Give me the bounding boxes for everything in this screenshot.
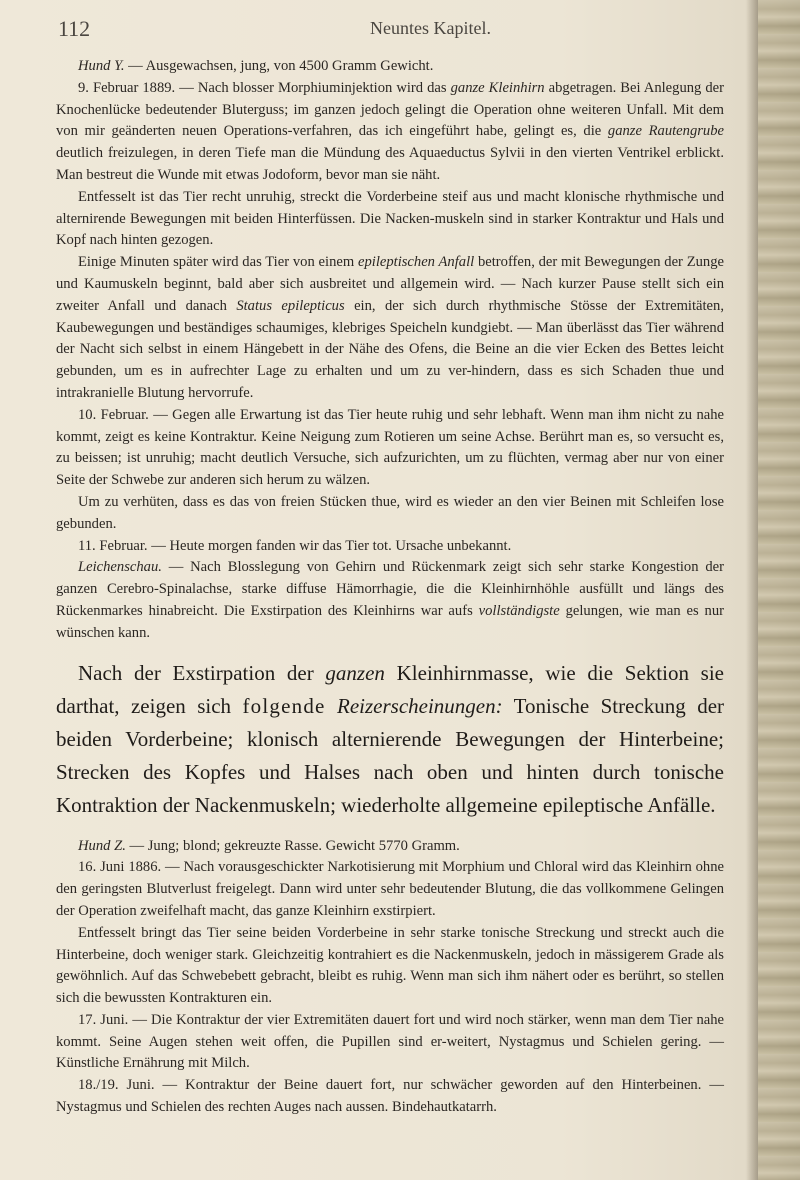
page-binding-shadow bbox=[746, 0, 758, 1180]
text: Tonische Streckung der beiden Vorderbeine; klonisch alternierende Bewegungen der Hinterbeine; Strecken des Kopfes und Halses nach oben und hinten durch tonische Kontraktion der Nackenmuskeln; wiederholte allgemeine epileptische Anfälle. bbox=[56, 693, 725, 817]
text: Nach der Exstirpation der bbox=[78, 660, 326, 685]
emphasis: Leichenschau. bbox=[78, 559, 162, 576]
case-y-paragraph-4: 10. Februar. — Gegen alle Erwartung ist das Tier heute ruhig und sehr lebhaft. Wenn man ihm nicht zu nahe kommt, zeigt es keine Kontraktur. Keine Neigung zum Rotieren um seine Achse. Berührt man es, so versucht es, zu beissen; ist unruhig; macht deutlich Versuche, sich aufzurichten, um zu flüchten, vermag aber nur von einer Seite der Schwebe zur anderen sich herum zu wälzen. bbox=[56, 406, 724, 489]
text: Kleinhirnmasse, wie die Sektion sie darthat, zeigen sich bbox=[56, 660, 724, 718]
case-z-heading-text: — Jung; blond; gekreuzte Rasse. Gewicht 5770 Gramm. bbox=[125, 837, 460, 854]
emphasis: ganzen bbox=[325, 660, 385, 685]
case-z-heading bbox=[56, 836, 724, 858]
emphasis: ganze Kleinhirn bbox=[450, 79, 545, 96]
case-z-paragraph-2: Entfesselt bringt das Tier seine beiden Vorderbeine in sehr starke tonische Streckung und streckt auch die Hinterbeine, doch weniger stark. Gleichzeitig kontrahiert es die Nackenmuskeln, jedoch in mässigerem Grade als gewöhnlich. Auf das Schwebebett gebracht, bleibt es ruhig. Wenn man sich ihm nähert oder es berührt, so stellen sich die bewussten Kontrakturen ein. bbox=[56, 924, 724, 1007]
case-y-paragraph-2: Entfesselt ist das Tier recht unruhig, streckt die Vorderbeine steif aus und macht klonische rhythmische und alternirende Bewegungen mit beiden Hinterfüssen. Die Nacken-muskeln sind in starker Kontraktur und Hals und Kopf nach hinten gezogen. bbox=[56, 188, 724, 249]
text: Einige Minuten später wird das Tier von einem bbox=[78, 254, 358, 271]
case-y-heading-text: — Ausgewachsen, jung, von 4500 Gramm Gewicht. bbox=[124, 58, 434, 74]
case-y-paragraph-1 bbox=[56, 78, 724, 187]
summary-paragraph bbox=[56, 657, 724, 822]
case-z-paragraph-1: 16. Juni 1886. — Nach vorausgeschickter Narkotisierung mit Morphium und Chloral wird das Kleinhirn ohne den geringsten Blutverlust freigelegt. Dann wird unter sehr bedeutender Blutung, die das vollkommene Gelingen der Operation zweifelhaft macht, das ganze Kleinhirn exstirpiert. bbox=[56, 859, 724, 919]
case-y-paragraph-3 bbox=[56, 252, 724, 405]
case-y-paragraph-7 bbox=[56, 557, 724, 644]
text bbox=[326, 694, 337, 718]
case-y-heading bbox=[56, 56, 724, 78]
text: abgetragen. Bei Anlegung der Knochenlücke bedeutender Bluterguss; im ganzen jedoch gelingt die Operation ohne weiteren Unfall. Mit dem von mir geänderten neuen Operations-verfahren, das ich eingeführt habe, gelingt es, die bbox=[56, 79, 724, 140]
emphasis: Status epilepticus bbox=[236, 297, 345, 314]
text: — Nach Blosslegung von Gehirn und Rückenmark zeigt sich sehr starke Kongestion der ganzen Cerebro-Spinalachse, starke diffuse Hämorrhagie, die die Kleinhirnhöhle ausfüllt und längs des Rückenmarkes hinabreicht. Die Exstirpation des Kleinhirns war aufs bbox=[56, 559, 724, 619]
case-z-paragraph-3: 17. Juni. — Die Kontraktur der vier Extremitäten dauert fort und wird noch stärker, wenn man dem Tier nahe kommt. Seine Augen stehen weit offen, die Pupillen sind er-weitert, Nystagmus und Schielen gering. — Künstliche Ernährung mit Milch. bbox=[56, 1011, 724, 1072]
case-y-label: Hund Y. bbox=[78, 58, 125, 74]
case-y-paragraph-6: 11. Februar. — Heute morgen fanden wir das Tier tot. Ursache unbekannt. bbox=[78, 537, 512, 554]
running-head: Neuntes Kapitel. bbox=[370, 18, 491, 38]
case-z-paragraph-4: 18./19. Juni. — Kontraktur der Beine dauert fort, nur schwächer geworden auf den Hinterbeinen. — Nystagmus und Schielen des rechten Auges nach aussen. Bindehautkatarrh. bbox=[56, 1077, 724, 1116]
text: deutlich freizulegen, in deren Tiefe man die Mündung des Aquaeductus Sylvii in den vierten Ventrikel erblickt. Man bestreut die Wunde mit etwas Jodoform, bevor man sie näht. bbox=[56, 145, 724, 183]
spaced-text: folgende bbox=[242, 693, 326, 718]
text: 9. Februar 1889. — Nach blosser Morphiuminjektion wird das bbox=[78, 79, 451, 96]
text: gelungen, wie man es nur wünschen kann. bbox=[56, 602, 724, 641]
page-body bbox=[56, 56, 724, 1119]
text: betroffen, der mit Bewegungen der Zunge und Kaumuskeln beginnt, bald aber sich ausbreitet und allgemein wird. — Nach kurzer Pause stellt sich ein zweiter Anfall und danach bbox=[56, 254, 724, 314]
emphasis: ganze Rautengrube bbox=[607, 123, 724, 140]
emphasis: Reizerscheinungen: bbox=[337, 693, 503, 718]
page-edge bbox=[758, 0, 800, 1180]
page-header bbox=[58, 16, 708, 44]
page-number: 112 bbox=[58, 16, 91, 41]
case-z-label: Hund Z. bbox=[78, 837, 126, 854]
case-y-paragraph-5: Um zu verhüten, dass es das von freien Stücken thue, wird es wieder an den vier Beinen mit Schleifen lose gebunden. bbox=[56, 493, 724, 532]
emphasis: epileptischen Anfall bbox=[357, 254, 475, 271]
text: ein, der sich durch rhythmische Stösse der Extremitäten, Kaubewegungen und beständiges schaumiges, klebriges Speicheln kundgiebt. — Man überlässt das Tier während der Nacht sich selbst in einem Hängebett in der Nähe des Ofens, die Beine an die vier Ecken des Bettes leicht gebunden, um es in aufrechter Lage zu erhalten und um zu ver-hindern, dass es sich Schaden thue und intrakranielle Blutung hervorrufe. bbox=[56, 297, 724, 401]
emphasis: vollständigste bbox=[478, 602, 560, 619]
